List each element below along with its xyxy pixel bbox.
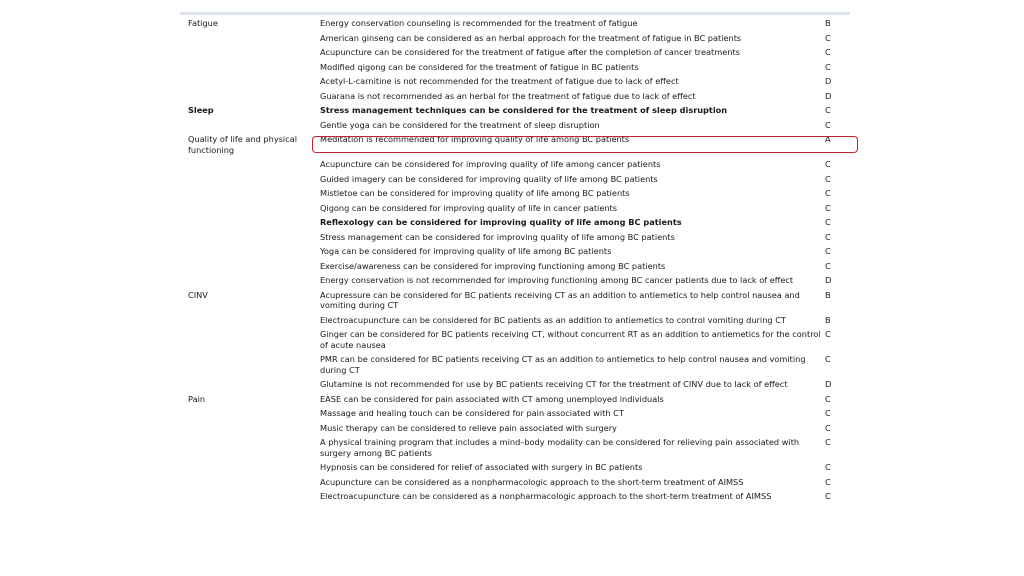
category-cell [180, 313, 320, 328]
table-row [180, 172, 858, 187]
category-cell [180, 327, 320, 352]
recommendation-cell: Electroacupuncture can be considered for BC patients as an addition to antiemetics to control vomiting during CT [320, 314, 786, 325]
category-cell [180, 244, 320, 259]
category-cell [180, 421, 320, 436]
table-row [180, 460, 858, 475]
category-cell [180, 273, 320, 288]
recommendation-cell: Qigong can be considered for improving quality of life in cancer patients [320, 202, 618, 213]
recommendation-cell: Acupuncture can be considered as a nonpharmacologic approach to the short-term treatment of AIMSS [320, 476, 744, 487]
table-row [180, 230, 858, 245]
table-row [180, 406, 858, 421]
table-row [180, 31, 858, 46]
recommendation-cell: A physical training program that includes a mind–body modality can be considered for relieving pain associated with surgery among BC patients [320, 437, 800, 458]
recommendation-cell: Stress management can be considered for improving quality of life among BC patients [320, 231, 675, 242]
grade-cell: C [825, 462, 831, 472]
category-cell [180, 377, 320, 392]
grade-cell: C [825, 393, 831, 404]
category-cell [180, 406, 320, 421]
grade-cell: C [825, 231, 831, 242]
category-cell: Fatigue [188, 18, 218, 28]
recommendation-cell: PMR can be considered for BC patients receiving CT as an addition to antiemetics to help control nausea and vomiting during CT [320, 354, 806, 375]
recommendation-cell: Music therapy can be considered to relieve pain associated with surgery [320, 422, 617, 433]
table-row [180, 45, 858, 60]
grade-cell: C [825, 329, 831, 339]
grade-cell: C [825, 246, 831, 256]
table-row [180, 377, 858, 392]
table-row [180, 201, 858, 216]
table-row [180, 103, 858, 118]
category-cell [180, 460, 320, 475]
recommendation-cell: Ginger can be considered for BC patients receiving CT, without concurrent RT as an addition to antiemetics for the control of acute nausea [320, 329, 821, 350]
grade-cell: A [825, 134, 831, 144]
grade-cell: D [825, 76, 832, 86]
category-cell: CINV [188, 289, 208, 300]
recommendation-cell: Guided imagery can be considered for improving quality of life among BC patients [320, 173, 658, 184]
recommendation-cell: EASE can be considered for pain associated with CT among unemployed individuals [320, 393, 664, 404]
category-cell [180, 74, 320, 89]
grade-cell: C [825, 354, 831, 364]
category-cell [180, 157, 320, 172]
category-cell [180, 60, 320, 75]
category-cell [180, 475, 320, 490]
grade-cell: C [825, 476, 831, 487]
category-cell [180, 201, 320, 216]
recommendation-cell: Exercise/awareness can be considered for improving functioning among BC patients [320, 260, 666, 271]
grade-cell: C [825, 491, 831, 501]
grade-cell: B [825, 289, 831, 300]
grade-cell: C [825, 408, 831, 418]
recommendation-cell: Guarana is not recommended as an herbal for the treatment of fatigue due to lack of effect [320, 90, 696, 101]
recommendation-cell: Gentle yoga can be considered for the treatment of sleep disruption [320, 119, 600, 130]
recommendation-cell: Electroacupuncture can be considered as a nonpharmacologic approach to the short-term treatment of AIMSS [320, 491, 772, 501]
grade-cell: D [825, 275, 832, 285]
table-row [180, 215, 858, 230]
grade-cell: C [825, 47, 831, 57]
recommendation-cell: Mistletoe can be considered for improving quality of life among BC patients [320, 188, 630, 198]
table-row [180, 392, 858, 407]
table-row [180, 74, 858, 89]
category-cell [180, 230, 320, 245]
recommendation-cell: Meditation is recommended for improving quality of life among BC patients [320, 134, 630, 144]
grade-cell: C [825, 422, 831, 433]
recommendation-cell: Energy conservation is not recommended for improving functioning among BC cancer patients due to lack of effect [320, 275, 794, 285]
category-cell [180, 215, 320, 230]
recommendation-cell: Massage and healing touch can be considered for pain associated with CT [320, 408, 624, 418]
recommendation-cell: Yoga can be considered for improving quality of life among BC patients [320, 246, 612, 256]
table-row [180, 16, 858, 31]
grade-cell: C [825, 32, 831, 43]
category-cell: Sleep [188, 105, 214, 115]
recommendation-cell: Stress management techniques can be considered for the treatment of sleep disruption [320, 105, 728, 115]
table-row [180, 118, 858, 133]
recommendation-cell: Acetyl-L-carnitine is not recommended for the treatment of fatigue due to lack of effect [320, 76, 679, 86]
table-row [180, 89, 858, 104]
grade-cell: C [825, 202, 831, 213]
grade-cell: C [825, 188, 831, 198]
category-cell [180, 172, 320, 187]
category-cell [180, 118, 320, 133]
table-row [180, 313, 858, 328]
grade-cell: C [825, 61, 831, 72]
category-cell [180, 489, 320, 504]
recommendation-cell: American ginseng can be considered as an herbal approach for the treatment of fatigue in BC patients [320, 32, 742, 43]
grade-cell: D [825, 379, 832, 389]
category-cell [180, 259, 320, 274]
recommendations-table [180, 16, 858, 504]
grade-cell: C [825, 173, 831, 184]
grade-cell: C [825, 437, 831, 447]
grade-cell: C [825, 105, 831, 115]
table-row [180, 435, 858, 460]
category-cell [180, 352, 320, 377]
grade-cell: D [825, 90, 832, 101]
grade-cell: C [825, 119, 831, 130]
table-row [180, 352, 858, 377]
recommendation-cell: Glutamine is not recommended for use by BC patients receiving CT for the treatment of CINV due to lack of effect [320, 379, 788, 389]
category-cell: Quality of life and physical functioning [188, 134, 297, 155]
table-row [180, 288, 858, 313]
grade-cell: C [825, 260, 831, 271]
recommendation-cell: Acupuncture can be considered for improving quality of life among cancer patients [320, 159, 661, 169]
recommendation-cell: Hypnosis can be considered for relief of associated with surgery in BC patients [320, 462, 643, 472]
category-cell [180, 31, 320, 46]
category-cell [180, 89, 320, 104]
table-row [180, 244, 858, 259]
grade-cell: C [825, 217, 831, 227]
recommendation-cell: Acupuncture can be considered for the treatment of fatigue after the completion of cancer treatments [320, 47, 740, 57]
recommendation-cell: Reflexology can be considered for improving quality of life among BC patients [320, 217, 682, 227]
table-row [180, 157, 858, 172]
recommendation-cell: Energy conservation counseling is recommended for the treatment of fatigue [320, 18, 638, 28]
table-top-rule [180, 12, 850, 15]
category-cell [180, 186, 320, 201]
highlighted-row-outline [312, 136, 858, 153]
category-cell: Pain [188, 393, 206, 404]
grade-cell: B [825, 18, 831, 28]
table-row [180, 60, 858, 75]
recommendation-cell: Acupressure can be considered for BC patients receiving CT as an addition to antiemetics to help control nausea and vomiting during CT [320, 289, 800, 310]
table-row [180, 259, 858, 274]
table-row [180, 273, 858, 288]
table-row [180, 489, 858, 504]
table-row [180, 475, 858, 490]
table-row [180, 421, 858, 436]
grade-cell: B [825, 314, 831, 325]
table-row [180, 327, 858, 352]
category-cell [180, 45, 320, 60]
grade-cell: C [825, 159, 831, 169]
table-row [180, 186, 858, 201]
recommendation-cell: Modified qigong can be considered for the treatment of fatigue in BC patients [320, 61, 639, 72]
category-cell [180, 435, 320, 460]
